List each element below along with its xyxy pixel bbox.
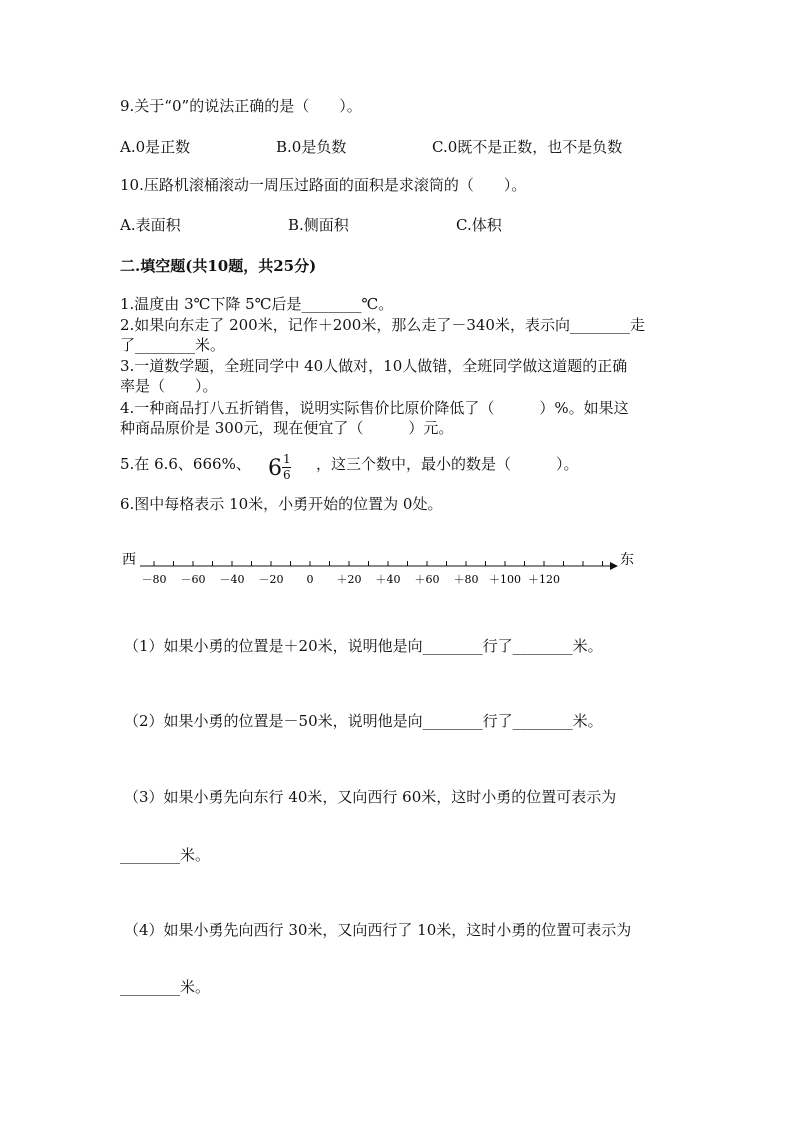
tick-label: －20 — [258, 573, 284, 586]
fraction-numerator: 1 — [283, 452, 291, 466]
tick-labels — [142, 573, 561, 586]
fill-q5-prefix: 5.在 6.6、666%、 — [120, 455, 251, 473]
tick-label: ＋80 — [453, 573, 479, 586]
fraction-denominator: 6 — [283, 468, 291, 482]
sub-q4-line1: （4）如果小勇先向西行 30米，又向西行了 10米，这时小勇的位置可表示为 — [124, 921, 632, 939]
west-label: 西 — [122, 552, 136, 568]
tick-label: ＋60 — [414, 573, 440, 586]
fill-q6: 6.图中每格表示 10米，小勇开始的位置为 0处。 — [120, 495, 443, 513]
number-line — [118, 546, 638, 590]
tick-label: 0 — [306, 573, 314, 586]
tick-label: －40 — [219, 573, 245, 586]
q9-option-b: B.0是负数 — [276, 138, 347, 156]
tick-label: ＋100 — [489, 573, 521, 586]
sub-q3-line2: ________米。 — [120, 846, 211, 864]
q9-option-c: C.0既不是正数，也不是负数 — [432, 138, 623, 156]
q9-stem: 9.关于“0”的说法正确的是（ ）。 — [120, 97, 362, 115]
tick-label: ＋20 — [336, 573, 362, 586]
sub-q3-line1: （3）如果小勇先向东行 40米，又向西行 60米，这时小勇的位置可表示为 — [124, 788, 617, 806]
mixed-fraction — [268, 452, 308, 486]
q10-option-b: B.侧面积 — [288, 216, 349, 234]
east-label: 东 — [620, 552, 634, 568]
sub-q2: （2）如果小勇的位置是－50米，说明他是向________行了________米。 — [124, 712, 603, 730]
fill-q1: 1.温度由 3℃下降 5℃后是________℃。 — [120, 295, 394, 313]
fill-q5-suffix: ，这三个数中，最小的数是（ ）。 — [316, 455, 579, 473]
tick-label: ＋120 — [528, 573, 560, 586]
q10-stem: 10.压路机滚桶滚动一周压过路面的面积是求滚筒的（ ）。 — [120, 176, 527, 194]
tick-label: －60 — [180, 573, 206, 586]
tick-marks — [154, 561, 603, 566]
q10-option-c: C.体积 — [456, 216, 502, 234]
fill-q4-line2: 种商品原价是 300元，现在便宜了（ ）元。 — [120, 419, 454, 437]
q9-option-a: A.0是正数 — [120, 138, 191, 156]
fill-q3-line1: 3.一道数学题，全班同学中 40人做对，10人做错，全班同学做这道题的正确 — [120, 357, 628, 375]
fill-q2-line1: 2.如果向东走了 200米，记作＋200米，那么走了－340米，表示向________走 — [120, 316, 645, 334]
fraction-whole: 6 — [268, 456, 282, 481]
fill-q2-line2: 了________米。 — [120, 336, 226, 354]
q10-option-a: A.表面积 — [120, 216, 181, 234]
tick-label: －80 — [141, 573, 167, 586]
sub-q4-line2: ________米。 — [120, 978, 211, 996]
tick-label: ＋40 — [375, 573, 401, 586]
fill-q3-line2: 率是（ ）。 — [120, 377, 218, 395]
sub-q1: （1）如果小勇的位置是＋20米，说明他是向________行了________米。 — [124, 637, 603, 655]
fill-q4-line1: 4.一种商品打八五折销售，说明实际售价比原价降低了（ ）%。如果这 — [120, 399, 629, 417]
arrow-right-icon — [610, 562, 618, 570]
section-heading: 二.填空题(共10题，共25分) — [120, 257, 317, 275]
